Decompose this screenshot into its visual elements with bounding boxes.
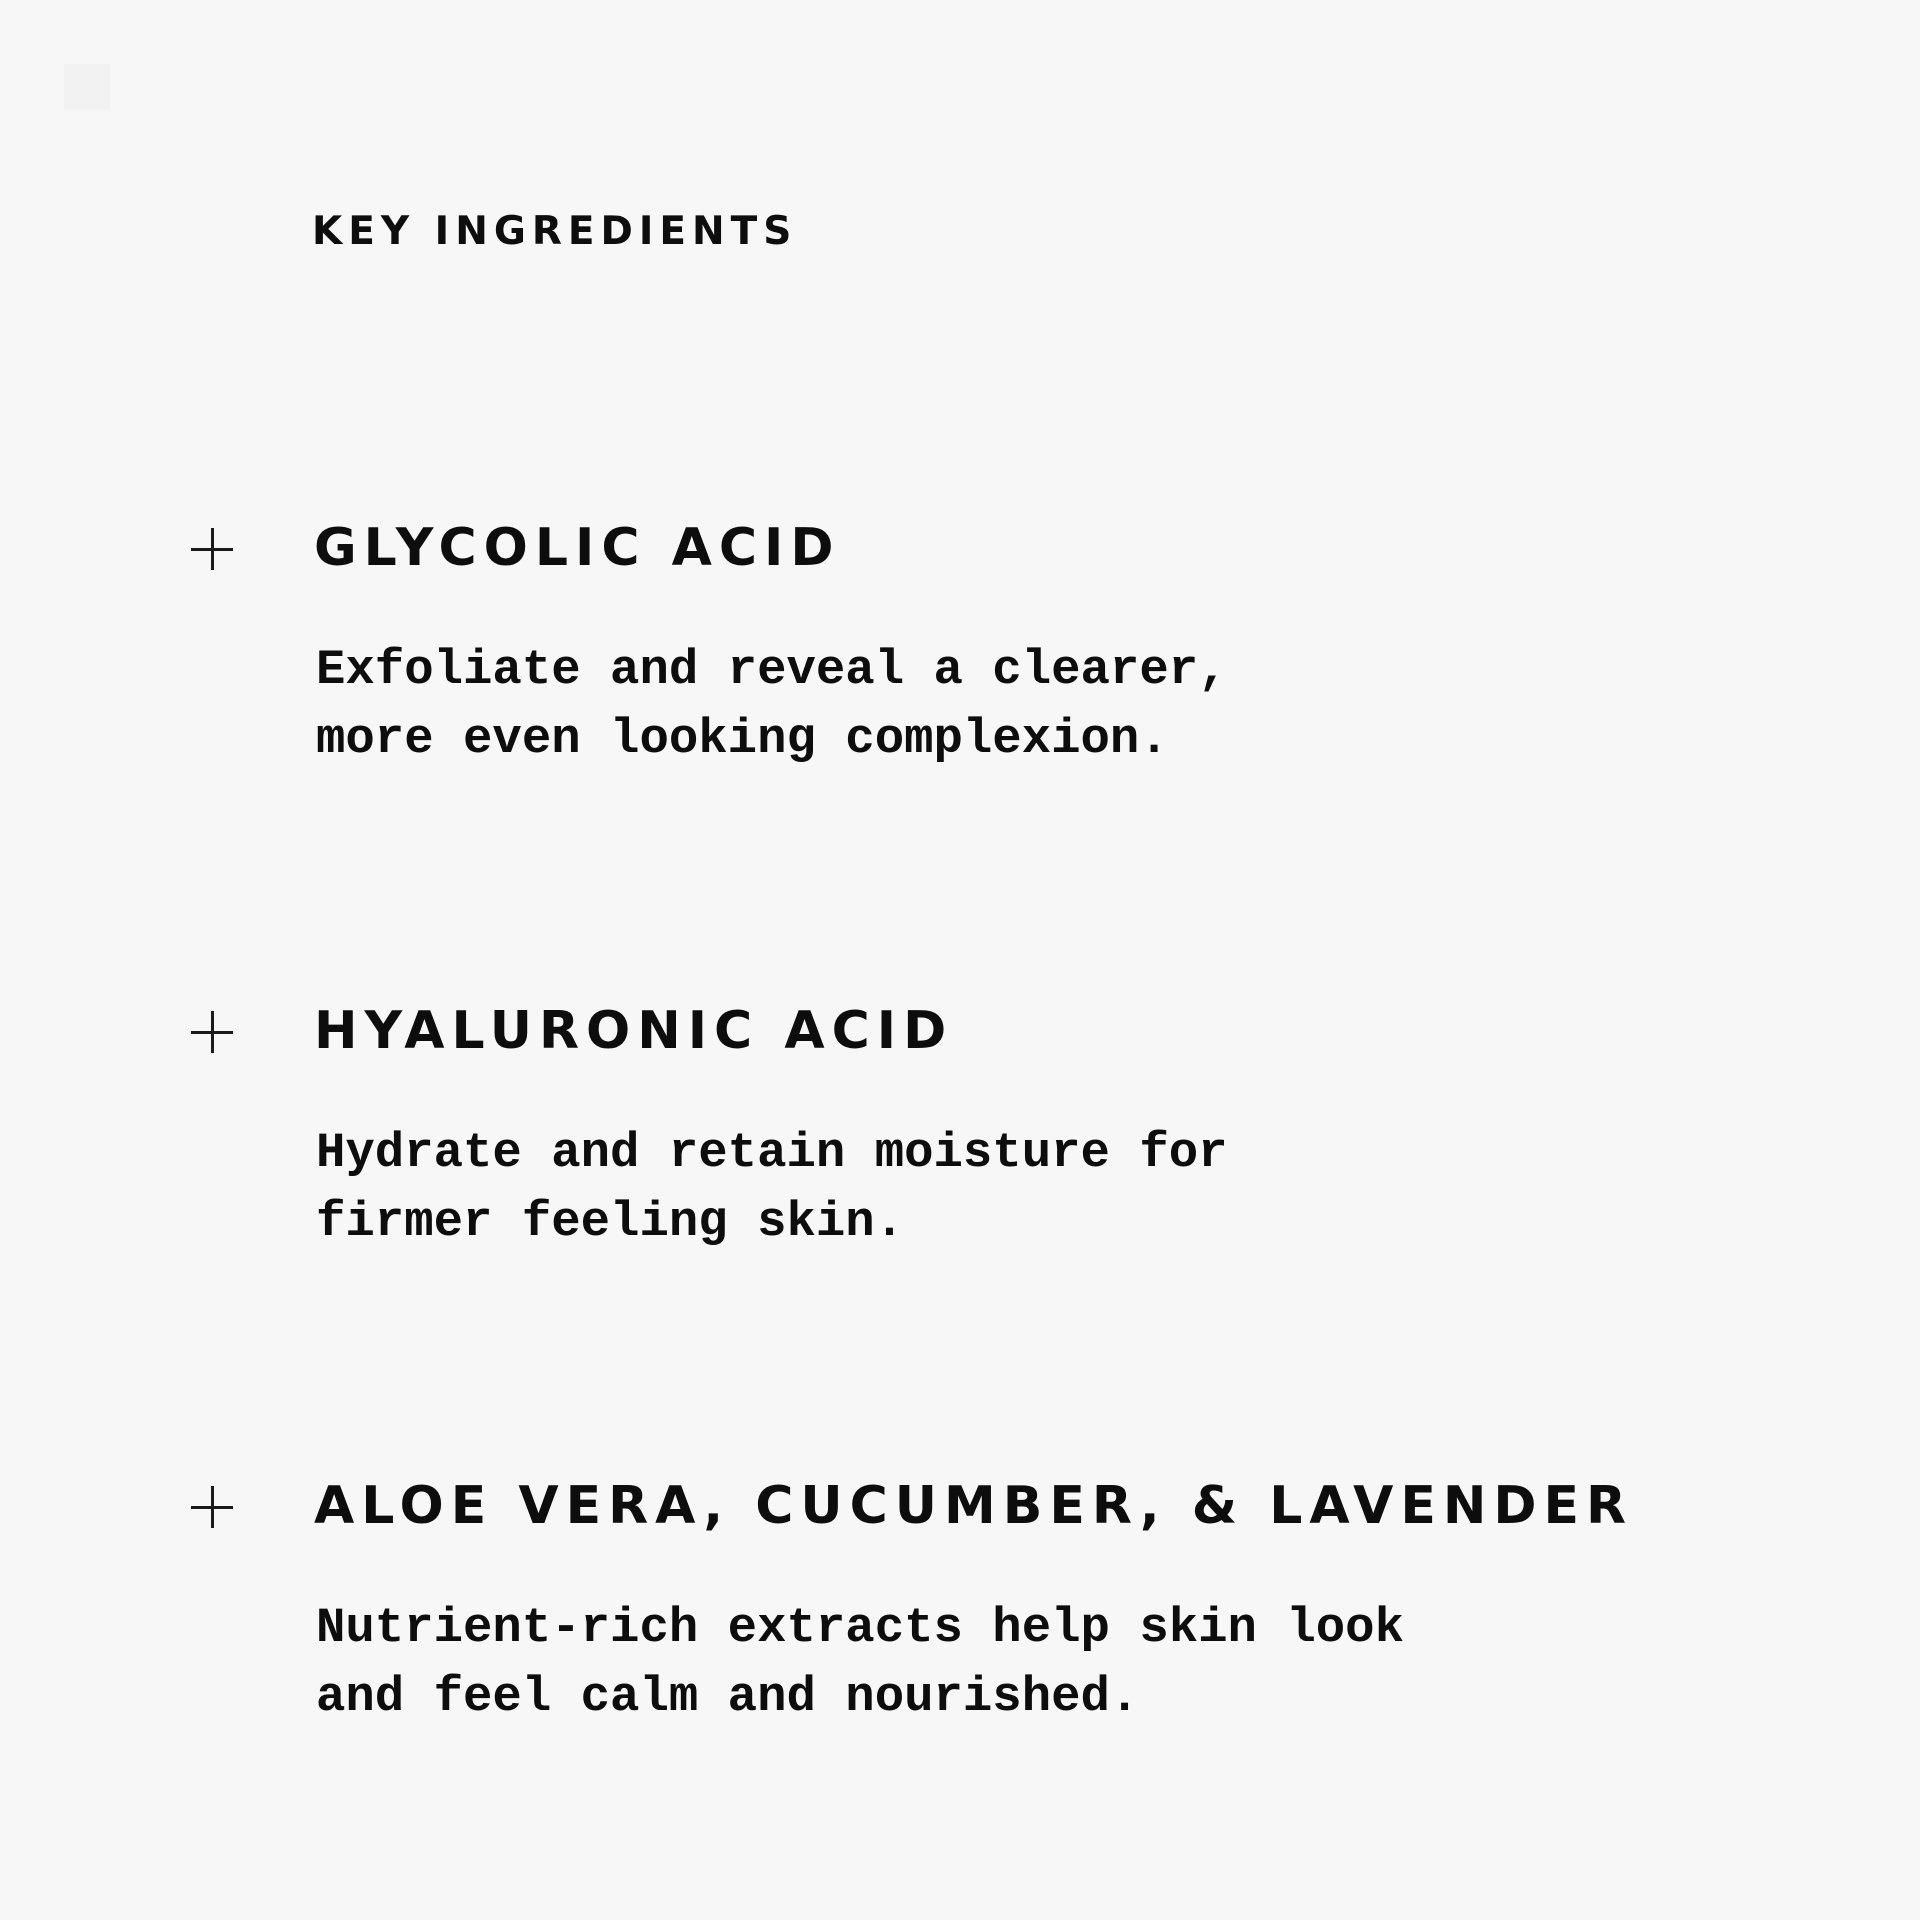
description-line: Hydrate and retain moisture for — [316, 1125, 1228, 1181]
description-line: Exfoliate and reveal a clearer, — [316, 642, 1228, 698]
description-line: and feel calm and nourished. — [316, 1669, 1140, 1725]
ingredient-description — [316, 636, 1228, 774]
description-line: Nutrient-rich extracts help skin look — [316, 1600, 1404, 1656]
plus-icon[interactable] — [191, 1011, 233, 1053]
ingredient-description — [316, 1594, 1404, 1732]
description-line: more even looking complexion. — [316, 711, 1169, 767]
ingredient-description — [316, 1119, 1228, 1257]
ingredient-name[interactable]: GLYCOLIC ACID — [314, 518, 841, 578]
ingredient-name[interactable]: HYALURONIC ACID — [314, 1001, 954, 1061]
plus-icon[interactable] — [191, 528, 233, 570]
corner-mark — [64, 64, 110, 110]
section-title: KEY INGREDIENTS — [312, 209, 798, 254]
plus-icon[interactable] — [191, 1486, 233, 1528]
description-line: firmer feeling skin. — [316, 1194, 905, 1250]
ingredient-name[interactable]: ALOE VERA, CUCUMBER, & LAVENDER — [314, 1476, 1634, 1536]
